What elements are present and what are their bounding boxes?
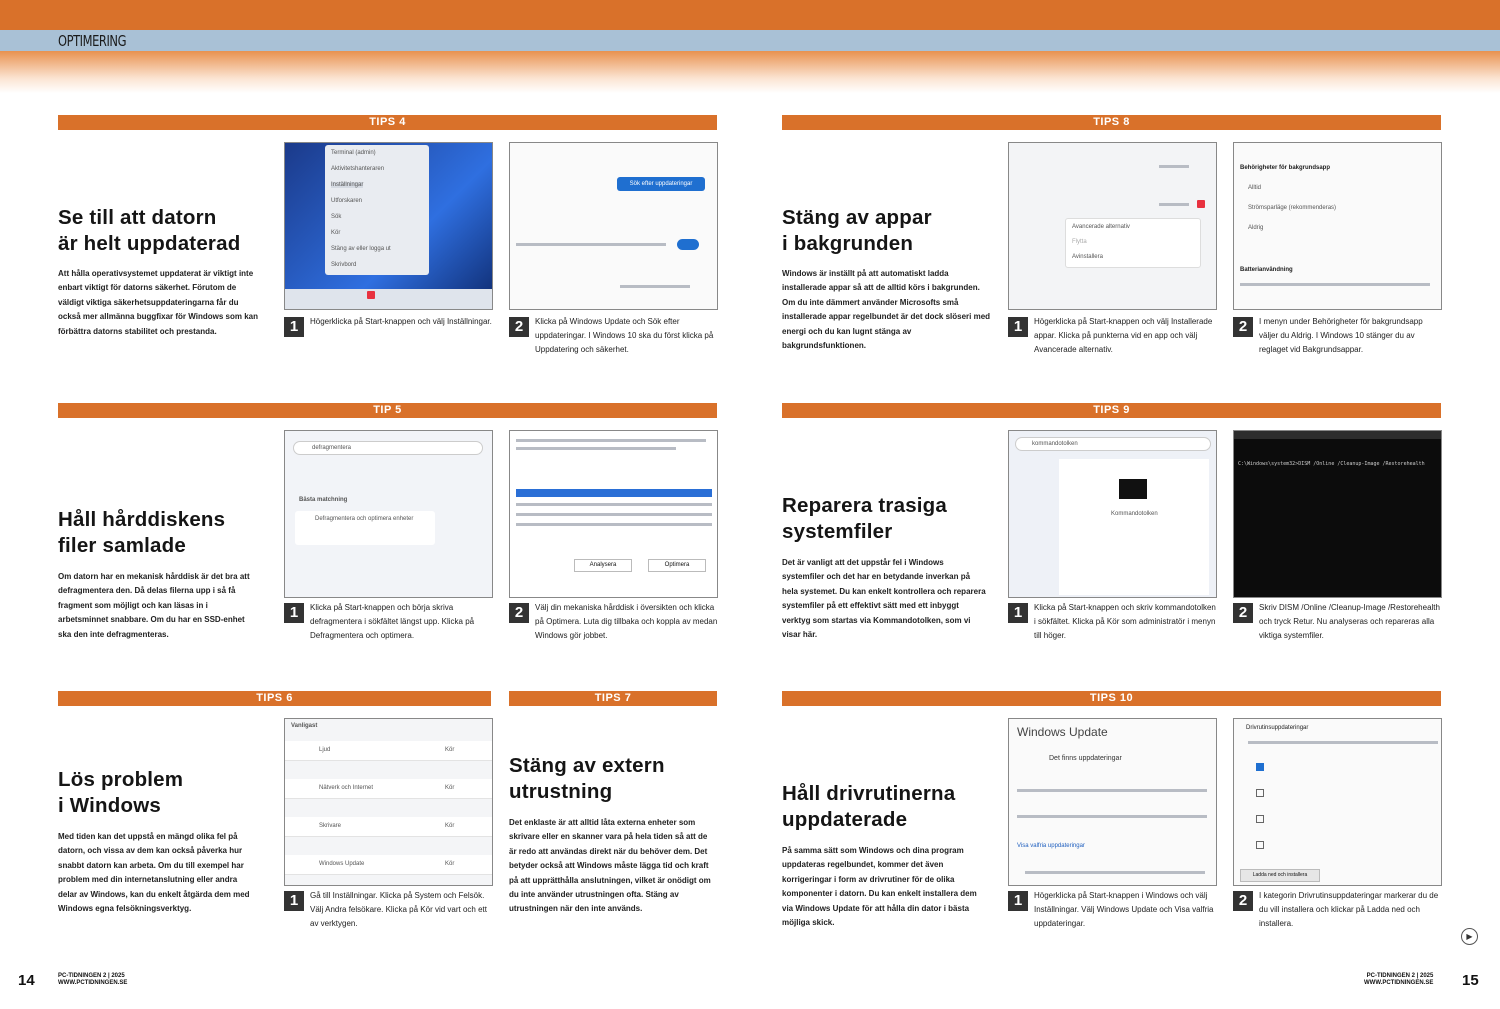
setting-line: [1025, 871, 1205, 874]
section-label: OPTIMERING: [58, 32, 127, 50]
step-number: 1: [1008, 891, 1028, 911]
setting-line: [1159, 165, 1189, 168]
footer-magazine-right: [1364, 973, 1433, 987]
marker-icon: [1197, 200, 1205, 208]
step-text: I kategorin Drivrutinsuppdateringar markerar du de du vill installera och klickar på Ladda ned och installera.: [1259, 891, 1439, 928]
run-button[interactable]: Kör: [445, 823, 455, 829]
screenshot-installed-apps: [1008, 142, 1217, 310]
search-input[interactable]: [1015, 437, 1211, 451]
menu-item-advanced[interactable]: Avancerade alternativ: [1072, 224, 1130, 230]
tip-heading: Stäng av appar i bakgrunden: [782, 206, 932, 255]
step-text: Klicka på Start-knappen och börja skriva defragmentera i sökfältet längst upp. Klicka på Defragmentera och optimera.: [310, 603, 475, 640]
tip-bar: TIP 5: [58, 403, 717, 418]
run-button[interactable]: Kör: [445, 785, 455, 791]
step-caption: [1008, 601, 1217, 643]
option-always[interactable]: Alltid: [1248, 185, 1262, 191]
item-label: Ljud: [319, 747, 331, 753]
result-title: Defragmentera och optimera enheter: [315, 516, 414, 522]
header-gradient: [0, 51, 1500, 93]
menu-item[interactable]: Aktivitetshanteraren: [331, 166, 385, 172]
update-status: Det finns uppdateringar: [1049, 755, 1122, 762]
screenshot-search: [284, 430, 493, 598]
menu-item[interactable]: Sök: [331, 214, 342, 220]
tip-heading: Håll drivrutinerna uppdaterade: [782, 782, 956, 831]
tip-heading: Se till att datorn är helt uppdaterad: [58, 206, 241, 255]
tip-5-section: [58, 403, 717, 665]
step-number: 1: [284, 891, 304, 911]
step-text: Klicka på Start-knappen och skriv kommandotolken i sökfältet. Klicka på Kör som administratör i menyn till höger.: [1034, 603, 1216, 640]
toggle-switch[interactable]: [677, 239, 699, 250]
menu-item-settings[interactable]: Inställningar: [331, 182, 364, 188]
screenshot-driver-updates: [1233, 718, 1442, 886]
step-text: Högerklicka på Start-knappen i Windows och välj Inställningar. Välj Windows Update och Visa valfria uppdateringar.: [1034, 891, 1214, 928]
page-number-left: 14: [18, 972, 35, 989]
menu-item[interactable]: Kör: [331, 230, 341, 236]
tip-heading: Håll hårddiskens filer samlade: [58, 508, 226, 557]
footer-line: PC-TIDNINGEN 2 | 2025: [1366, 973, 1434, 979]
tip-bar: TIPS 10: [782, 691, 1441, 706]
best-match-label: Bästa matchning: [299, 497, 348, 503]
taskbar: [285, 289, 492, 309]
checkbox-checked[interactable]: [1256, 763, 1264, 771]
step-caption: [1233, 601, 1442, 643]
menu-item[interactable]: Terminal (admin): [331, 150, 376, 156]
step-text: Gå till Inställningar. Klicka på System och Felsök. Välj Andra felsökare. Klicka på Kör vid vart och ett av verktygen.: [310, 891, 487, 928]
step-number: 2: [1233, 603, 1253, 623]
step-text: Välj din mekaniska hårddisk i översikten och klicka på Optimera. Luta dig tillbaka och koppla av medan Windows gör jobbet.: [535, 603, 718, 640]
option-never[interactable]: Aldrig: [1248, 225, 1264, 231]
context-menu: [325, 145, 429, 275]
option-powersave[interactable]: Strömsparläge (rekommenderas): [1248, 205, 1337, 211]
download-install-button[interactable]: Ladda ned och installera: [1240, 869, 1320, 882]
tip-4-section: [58, 115, 717, 377]
tip-6-section: [58, 691, 491, 951]
tip-body: På samma sätt som Windows och dina program uppdateras regelbundet, kommer det även korrigeringar i form av drivrutiner för de olika komponenter i datorn. Du kan enkelt installera dem via Windows Update för att hålla din dator i bästa möjliga skick.: [782, 846, 977, 928]
step-caption: [1233, 315, 1442, 357]
step-caption: [1008, 315, 1217, 357]
run-button[interactable]: Kör: [445, 747, 455, 753]
screenshot-terminal: [1233, 430, 1442, 598]
step-caption: [1233, 889, 1442, 931]
step-text: Klicka på Windows Update och Sök efter uppdateringar. I Windows 10 ska du först klicka på Uppdatering och säkerhet.: [535, 317, 714, 354]
setting-line: [516, 447, 676, 450]
app-name: Kommandotolken: [1111, 511, 1158, 517]
step-caption: [284, 601, 493, 643]
item-label: Nätverk och Internet: [319, 785, 374, 791]
step-number: 1: [1008, 317, 1028, 337]
tip-heading: Stäng av extern utrustning: [509, 754, 665, 803]
selected-drive-row[interactable]: [516, 489, 712, 497]
tip-body: Windows är inställt på att automatiskt ladda installerade appar så att de alltid körs i bakgrunden. Om du inte dämmert använder Microsofts små installerade appar regelbundet är det dock slöseri med energi och du kan lugnt stänga av bakgrundsfunktionen.: [782, 269, 991, 351]
page-number-right: 15: [1462, 972, 1479, 989]
setting-line: [516, 503, 712, 506]
tip-bar: TIPS 6: [58, 691, 491, 706]
window-title: Windows Update: [1017, 725, 1108, 739]
tip-8-section: [782, 115, 1441, 377]
step-caption: [509, 315, 718, 357]
step-number: 1: [284, 603, 304, 623]
tip-9-section: [782, 403, 1441, 665]
search-text: defragmentera: [312, 445, 352, 451]
menu-item[interactable]: Skrivbord: [331, 262, 357, 268]
screenshot-defrag: [509, 430, 718, 598]
footer-line: PC-TIDNINGEN 2 | 2025: [58, 973, 125, 979]
result-card[interactable]: [295, 511, 435, 545]
tip-body: Det är vanligt att det uppstår fel i Windows systemfiler och det har en betydande inverkan på hela systemet. Du kan enkelt kontrollera och reparera systemfiler på ett effektivt sätt med ett inbyggt verktyg som startas via Kommandotolken, som vi visar här.: [782, 558, 986, 640]
marker-icon: [367, 291, 375, 299]
step-caption: [284, 315, 493, 335]
battery-section: Batterianvändning: [1240, 267, 1293, 273]
tip-bar: TIPS 7: [509, 691, 717, 706]
tip-bar: TIPS 8: [782, 115, 1441, 130]
tip-7-section: [509, 691, 717, 951]
tip-body: Det enklaste är att alltid låta externa enheter som skrivare eller en skanner vara på hela tiden så att de är redo att användas direkt när du behöver dem. Det betyder också att Windows måste lägga tid och kraft på att upprätthålla anslutningen, vilket är onödigt om du inte använder utrustningen ofta. Stäng av utrustningen när den inte används.: [509, 818, 711, 914]
step-number: 1: [1008, 603, 1028, 623]
footer-magazine-left: [58, 973, 127, 987]
setting-line: [1248, 741, 1438, 744]
step-text: Högerklicka på Start-knappen och välj Installerade appar. Klicka på punkterna vid en app och välj Avancerade alternativ.: [1034, 317, 1213, 354]
tip-body: Att hålla operativsystemet uppdaterat är viktigt inte enbart viktigt för datorns säkerhet. Förutom de väldigt viktiga säkerhetsuppdateringarna får du också mer allmänna buggfixar för Windows som kan förbättra datorns stabilitet och prestanda.: [58, 269, 258, 336]
footer-line: WWW.PCTIDNINGEN.SE: [58, 980, 128, 986]
checkbox[interactable]: [1256, 789, 1264, 797]
terminal-icon: [1119, 479, 1147, 499]
setting-line: [516, 243, 666, 246]
setting-line: [1017, 815, 1207, 818]
step-caption: [509, 601, 718, 643]
step-number: 1: [284, 317, 304, 337]
setting-line: [516, 513, 712, 516]
step-text: Skriv DISM /Online /Cleanup-Image /Restorehealth och tryck Retur. Nu analyseras och repareras alla viktiga systemfiler.: [1259, 603, 1440, 640]
setting-line: [1159, 203, 1189, 206]
search-input[interactable]: [293, 441, 483, 455]
step-caption: [1008, 889, 1217, 931]
step-number: 2: [1233, 317, 1253, 337]
top-color-band: [0, 0, 1500, 30]
setting-line: [620, 285, 690, 288]
tip-body: Med tiden kan det uppstå en mängd olika fel på datorn, och vissa av dem kan också påverka hur snabbt datorn kan arbeta. Om du till exempel har problem med din internetanslutning eller andra delar av Windows, kan du enkelt åtgärda dem med Windows egna felsökningsverktyg.: [58, 832, 250, 914]
list-title: Vanligast: [291, 723, 318, 729]
tip-heading: Lös problem i Windows: [58, 768, 184, 817]
optimize-button[interactable]: Optimera: [648, 559, 706, 572]
section-bar: [0, 30, 1500, 51]
step-text: I menyn under Behörigheter för bakgrundsapp väljer du Aldrig. I Windows 10 stänger du av reglaget vid Bakgrundsappar.: [1259, 317, 1423, 354]
tip-heading: Reparera trasiga systemfiler: [782, 494, 948, 543]
tip-body: Om datorn har en mekanisk hårddisk är det bra att defragmentera den. Då delas filerna upp i så få fragment som möjligt och kan läsas in i arbetsminnet snabbare. Om du har en SSD-enhet ska den inte defragmenteras.: [58, 572, 250, 639]
play-icon[interactable]: ▶: [1461, 928, 1478, 945]
step-text: Högerklicka på Start-knappen och välj Inställningar.: [310, 317, 492, 326]
app-menu: [1065, 218, 1201, 268]
tip-bar: TIPS 9: [782, 403, 1441, 418]
menu-item[interactable]: Flytta: [1072, 239, 1087, 245]
list-item: [285, 779, 492, 799]
checkbox[interactable]: [1256, 841, 1264, 849]
tip-bar: TIPS 4: [58, 115, 717, 130]
screenshot-windows-update-drivers: [1008, 718, 1217, 886]
menu-item[interactable]: Avinstallera: [1072, 254, 1103, 260]
setting-line: [516, 523, 712, 526]
screenshot-start-menu: [284, 142, 493, 310]
optional-updates-link[interactable]: Visa valfria uppdateringar: [1017, 843, 1085, 849]
terminal-command[interactable]: C:\Windows\system32>DISM /Online /Cleanup-Image /Restorehealth: [1238, 461, 1425, 467]
setting-line: [1017, 789, 1207, 792]
list-item: [285, 817, 492, 837]
analyze-button[interactable]: Analysera: [574, 559, 632, 572]
item-label: Skrivare: [319, 823, 342, 829]
screenshot-cmd-search: [1008, 430, 1217, 598]
footer-line: WWW.PCTIDNINGEN.SE: [1364, 980, 1434, 986]
screenshot-background-app: [1233, 142, 1442, 310]
step-number: 2: [509, 603, 529, 623]
screenshot-troubleshoot: [284, 718, 493, 886]
tip-10-section: [782, 691, 1441, 951]
list-item: [285, 741, 492, 761]
driver-section-title: Drivrutinsuppdateringar: [1246, 725, 1309, 731]
menu-item[interactable]: Stäng av eller logga ut: [331, 246, 391, 252]
app-panel: [1059, 459, 1209, 595]
search-text: kommandotolken: [1032, 441, 1078, 447]
step-number: 2: [1233, 891, 1253, 911]
menu-item[interactable]: Utforskaren: [331, 198, 363, 204]
setting-line: [516, 439, 706, 442]
terminal-titlebar: [1234, 431, 1441, 439]
checkbox[interactable]: [1256, 815, 1264, 823]
list-item: [285, 855, 492, 875]
run-button[interactable]: Kör: [445, 861, 455, 867]
setting-line: [1240, 283, 1430, 286]
screenshot-windows-update: [509, 142, 718, 310]
step-caption: [284, 889, 493, 931]
item-label: Windows Update: [319, 861, 365, 867]
step-number: 2: [509, 317, 529, 337]
check-updates-button[interactable]: Sök efter uppdateringar: [617, 177, 705, 191]
permission-title: Behörigheter för bakgrundsapp: [1240, 165, 1331, 171]
